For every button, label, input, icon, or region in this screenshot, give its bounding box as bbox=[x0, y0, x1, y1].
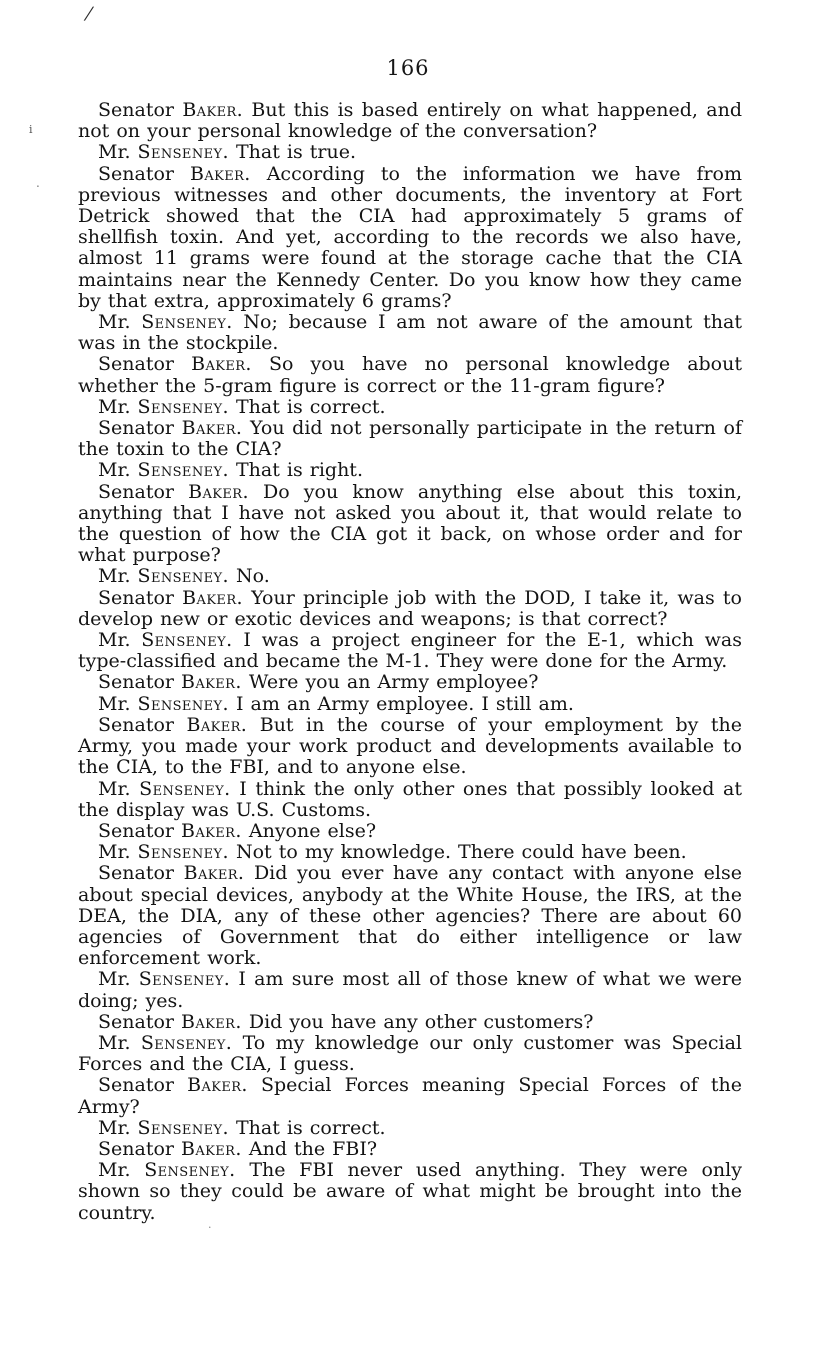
speaker-name: Baker. bbox=[181, 1010, 242, 1033]
transcript-paragraph bbox=[78, 588, 742, 630]
speaker-prefix: Mr. bbox=[98, 1159, 131, 1182]
transcript-paragraph bbox=[78, 715, 742, 779]
transcript-body bbox=[78, 100, 742, 1224]
speaker-prefix: Senator bbox=[98, 713, 174, 736]
transcript-paragraph bbox=[78, 842, 742, 863]
scan-artifact-speck: i bbox=[29, 123, 33, 136]
speech-text: So you have no personal knowledge about whether the 5-gram figure is correct or the 11-gram figure? bbox=[78, 353, 742, 397]
transcript-paragraph bbox=[78, 1012, 742, 1033]
transcript-paragraph bbox=[78, 630, 742, 672]
speaker-prefix: Mr. bbox=[98, 141, 131, 164]
speaker-prefix: Senator bbox=[98, 353, 174, 376]
speaker-name: Senseney. bbox=[137, 141, 229, 164]
speech-text: Anyone else? bbox=[248, 819, 377, 842]
speech-text: To my knowledge our only customer was Special Forces and the CIA, I guess. bbox=[78, 1031, 742, 1076]
speech-text: That is correct. bbox=[235, 395, 386, 418]
handwritten-slash-mark: / bbox=[84, 4, 94, 24]
speaker-name: Senseney. bbox=[137, 459, 229, 482]
speaker-prefix: Senator bbox=[98, 162, 174, 185]
transcript-paragraph bbox=[78, 397, 742, 418]
transcript-paragraph bbox=[78, 312, 742, 354]
speaker-name: Baker. bbox=[181, 671, 242, 694]
speech-text: I am sure most all of those knew of what we were doing; yes. bbox=[78, 968, 743, 1012]
transcript-paragraph bbox=[78, 418, 742, 460]
speech-text: Your principle job with the DOD, I take it, was to develop new or exotic devices and weapons; is that correct? bbox=[78, 586, 742, 630]
speaker-prefix: Mr. bbox=[98, 968, 131, 991]
speaker-prefix: Senator bbox=[98, 671, 174, 694]
speaker-prefix: Senator bbox=[98, 862, 174, 885]
speech-text: That is correct. bbox=[235, 1116, 386, 1139]
transcript-paragraph bbox=[78, 1160, 742, 1224]
speech-text: That is right. bbox=[235, 459, 363, 482]
speaker-prefix: Mr. bbox=[98, 565, 131, 588]
speaker-prefix: Senator bbox=[98, 586, 174, 609]
speech-text: I think the only other ones that possibly looked at the display was U.S. Customs. bbox=[78, 777, 742, 821]
speech-text: I was a project engineer for the E-1, which was type-classified and became the M-1. They were done for the Army. bbox=[78, 629, 742, 673]
page-number: 166 bbox=[386, 56, 430, 80]
speaker-prefix: Senator bbox=[98, 480, 174, 503]
transcript-paragraph bbox=[78, 164, 742, 312]
speaker-name: Senseney. bbox=[137, 692, 229, 715]
speaker-name: Senseney. bbox=[137, 1116, 229, 1139]
transcript-paragraph bbox=[78, 460, 742, 481]
speaker-name: Senseney. bbox=[137, 565, 229, 588]
speaker-name: Senseney. bbox=[144, 1159, 236, 1182]
speech-text: Were you an Army employee? bbox=[248, 671, 539, 694]
speaker-prefix: Senator bbox=[98, 1010, 174, 1033]
transcript-paragraph bbox=[78, 1033, 742, 1075]
speaker-name: Baker. bbox=[189, 162, 251, 185]
speaker-name: Senseney. bbox=[137, 841, 229, 864]
speaker-name: Baker. bbox=[182, 586, 243, 609]
speech-text: According to the information we have from previous witnesses and other documents, the inventory at Fort Detrick showed that the CIA had approximately 5 grams of shellfish toxin. And yet, according to the records we also have, almost 11 grams were found at the storage cache that the CIA maintains near the Kennedy Center. Do you know how they came by that extra, approximately 6 grams? bbox=[78, 162, 743, 312]
speech-text: You did not personally participate in the return of the toxin to the CIA? bbox=[78, 417, 742, 461]
speech-text: That is true. bbox=[235, 141, 356, 164]
speaker-prefix: Senator bbox=[98, 99, 174, 121]
transcript-paragraph bbox=[78, 1139, 742, 1160]
transcript-paragraph bbox=[78, 863, 742, 969]
speaker-name: Baker. bbox=[188, 480, 249, 503]
speech-text: I am an Army employee. I still am. bbox=[235, 692, 574, 715]
scan-artifact-smudge: . bbox=[208, 1218, 212, 1231]
speaker-name: Baker. bbox=[191, 353, 252, 376]
speech-text: But in the course of your employment by the Army, you made your work product and developments available to the CIA, to the FBI, and to anyone else. bbox=[78, 713, 742, 779]
speech-text: No; because I am not aware of the amount that was in the stockpile. bbox=[78, 311, 742, 355]
speech-text: The FBI never used anything. They were only shown so they could be aware of what might be brought into the country. bbox=[78, 1159, 742, 1224]
speaker-prefix: Senator bbox=[98, 417, 174, 440]
speech-text: And the FBI? bbox=[248, 1137, 378, 1160]
speaker-prefix: Mr. bbox=[98, 841, 131, 864]
speech-text: Do you know anything else about this toxin, anything that I have not asked you about it, that would relate to the question of how the CIA got it back, on whose order and for what purpose? bbox=[78, 480, 742, 567]
speaker-name: Senseney. bbox=[140, 1031, 233, 1054]
scan-artifact-dot: . bbox=[36, 176, 40, 190]
transcript-paragraph bbox=[78, 482, 742, 567]
speech-text: Special Forces meaning Special Forces of the Army? bbox=[78, 1074, 743, 1118]
transcript-paragraph bbox=[78, 1118, 742, 1139]
speaker-name: Baker. bbox=[181, 1137, 242, 1160]
speaker-name: Baker. bbox=[183, 862, 245, 885]
speaker-prefix: Senator bbox=[98, 1074, 174, 1097]
transcript-paragraph bbox=[78, 694, 742, 715]
speaker-name: Baker. bbox=[181, 819, 242, 842]
speaker-name: Senseney. bbox=[141, 629, 233, 652]
speech-text: But this is based entirely on what happened, and not on your personal knowledge of the conversation? bbox=[78, 99, 742, 143]
transcript-paragraph bbox=[78, 354, 742, 396]
transcript-paragraph bbox=[78, 566, 742, 587]
speaker-name: Baker. bbox=[181, 417, 243, 440]
transcript-paragraph bbox=[78, 672, 742, 693]
transcript-paragraph bbox=[78, 142, 742, 163]
transcript-paragraph bbox=[78, 100, 742, 142]
transcript-paragraph bbox=[78, 1075, 742, 1117]
speaker-name: Baker. bbox=[187, 1074, 248, 1097]
speech-text: Did you ever have any contact with anyone else about special devices, anybody at the White House, the IRS, at the DEA, the DIA, any of these other agencies? There are about 60 agencies of Government that do either intelligence or law enforcement work. bbox=[78, 862, 742, 970]
speaker-prefix: Mr. bbox=[98, 629, 131, 652]
speaker-prefix: Mr. bbox=[98, 311, 131, 334]
speaker-prefix: Mr. bbox=[98, 1031, 131, 1054]
speaker-prefix: Senator bbox=[98, 1137, 174, 1160]
speaker-prefix: Mr. bbox=[98, 692, 131, 715]
speaker-name: Senseney. bbox=[138, 968, 231, 991]
speaker-prefix: Mr. bbox=[98, 459, 131, 482]
speech-text: No. bbox=[235, 565, 270, 588]
speech-text: Did you have any other customers? bbox=[248, 1010, 594, 1033]
speaker-prefix: Mr. bbox=[98, 1116, 131, 1139]
speaker-prefix: Senator bbox=[98, 819, 174, 842]
speaker-name: Senseney. bbox=[141, 311, 233, 334]
speaker-prefix: Mr. bbox=[98, 395, 131, 418]
speaker-name: Senseney. bbox=[139, 777, 231, 800]
transcript-paragraph bbox=[78, 969, 742, 1011]
speaker-name: Senseney. bbox=[137, 395, 229, 418]
transcript-paragraph bbox=[78, 821, 742, 842]
transcript-paragraph bbox=[78, 779, 742, 821]
speaker-name: Baker. bbox=[186, 713, 248, 736]
speaker-prefix: Mr. bbox=[98, 777, 131, 800]
speech-text: Not to my knowledge. There could have been. bbox=[235, 841, 687, 864]
speaker-name: Baker. bbox=[182, 99, 244, 121]
